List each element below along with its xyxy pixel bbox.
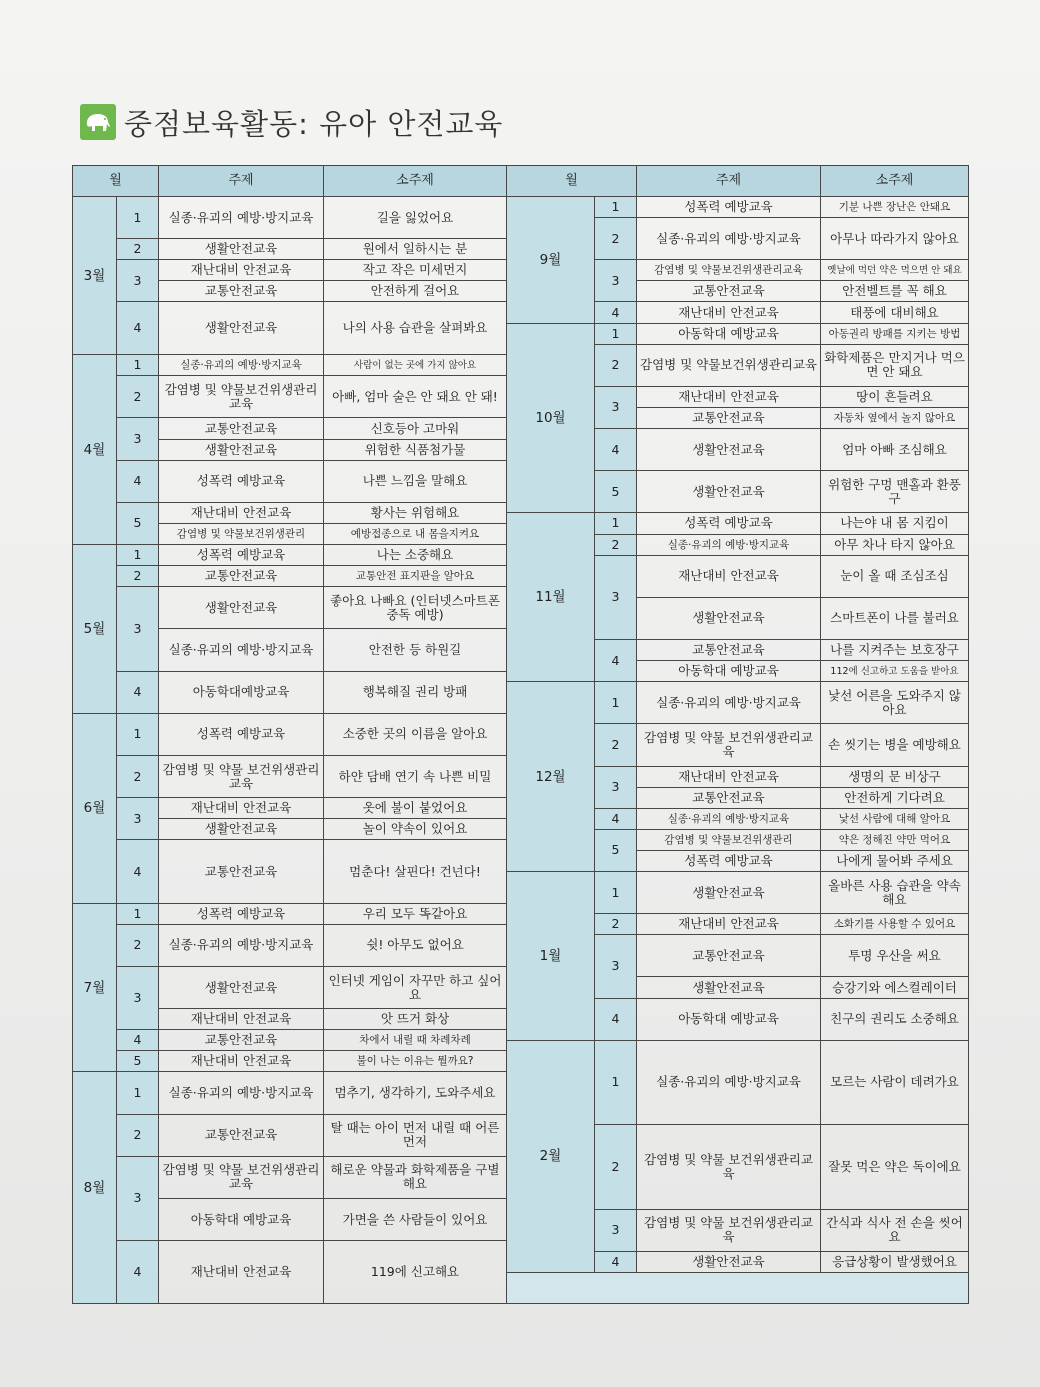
week-number: 3: [117, 260, 159, 302]
week-number: 2: [595, 534, 637, 555]
subtopic-cell: 땅이 흔들려요: [821, 386, 969, 407]
topic-cell: 교통안전교육: [637, 639, 821, 660]
topic-cell: 교통안전교육: [637, 787, 821, 808]
subtopic-cell: 나의 사용 습관을 살펴봐요: [324, 302, 507, 355]
month-label: 4월: [73, 355, 117, 545]
topic-cell: 실종·유괴의 예방·방지교육: [159, 197, 324, 239]
topic-cell: 생활안전교육: [159, 966, 324, 1008]
subtopic-cell: 우리 모두 똑같아요: [324, 903, 507, 924]
week-number: 3: [117, 418, 159, 460]
subtopic-cell: 아무 차나 타지 않아요: [821, 534, 969, 555]
subtopic-cell: 길을 잃었어요: [324, 197, 507, 239]
topic-cell: 감염병 및 약물 보건위생관리교육: [637, 1209, 821, 1251]
subtopic-cell: 친구의 권리도 소중해요: [821, 998, 969, 1040]
subtopic-cell: 안전하게 걸어요: [324, 281, 507, 302]
subtopic-cell: 안전벨트를 꼭 해요: [821, 281, 969, 302]
subtopic-cell: 해로운 약물과 화학제품을 구별해요: [324, 1156, 507, 1198]
week-number: 3: [595, 935, 637, 998]
subtopic-cell: 승강기와 에스컬레이터: [821, 977, 969, 998]
topic-cell: 교통안전교육: [159, 1114, 324, 1156]
topic-cell: 재난대비 안전교육: [637, 386, 821, 407]
subtopic-cell: 약은 정해진 약만 먹어요: [821, 829, 969, 850]
week-number: 2: [595, 218, 637, 260]
week-number: 4: [595, 639, 637, 681]
topic-cell: 생활안전교육: [637, 429, 821, 471]
subtopic-cell: 황사는 위험해요: [324, 502, 507, 523]
topic-cell: 감염병 및 약물 보건위생관리교육: [159, 1156, 324, 1198]
topic-cell: 생활안전교육: [637, 1251, 821, 1272]
header-month-right: 월: [507, 166, 637, 197]
subtopic-cell: 엄마 아빠 조심해요: [821, 429, 969, 471]
week-number: 2: [117, 239, 159, 260]
topic-cell: 재난대비 안전교육: [159, 502, 324, 523]
month-label: 12월: [507, 682, 595, 872]
topic-cell: 교통안전교육: [159, 566, 324, 587]
subtopic-cell: 가면을 쓴 사람들이 있어요: [324, 1198, 507, 1240]
topic-cell: 감염병 및 약물보건위생관리교육: [159, 376, 324, 418]
subtopic-cell: 차에서 내릴 때 차례차례: [324, 1030, 507, 1051]
week-number: 4: [117, 840, 159, 903]
month-label: 10월: [507, 323, 595, 513]
topic-cell: 아동학대 예방교육: [159, 1198, 324, 1240]
subtopic-cell: 아무나 따라가지 않아요: [821, 218, 969, 260]
week-number: 4: [117, 460, 159, 502]
week-number: 2: [117, 566, 159, 587]
subtopic-cell: 응급상황이 발생했어요: [821, 1251, 969, 1272]
subtopic-cell: 교통안전 표지판을 알아요: [324, 566, 507, 587]
topic-cell: 실종·유괴의 예방·방지교육: [637, 1040, 821, 1124]
week-number: 3: [595, 386, 637, 428]
topic-cell: 성폭력 예방교육: [159, 460, 324, 502]
subtopic-cell: 예방접종으로 내 몸을지켜요: [324, 523, 507, 544]
subtopic-cell: 놀이 약속이 있어요: [324, 819, 507, 840]
month-label: 8월: [73, 1072, 117, 1304]
week-number: 1: [117, 197, 159, 239]
topic-cell: 재난대비 안전교육: [159, 1009, 324, 1030]
week-number: 1: [117, 713, 159, 755]
week-number: 5: [595, 471, 637, 513]
topic-cell: 실종·유괴의 예방·방지교육: [159, 355, 324, 376]
week-number: 1: [595, 323, 637, 344]
week-number: 1: [595, 1040, 637, 1124]
elephant-icon: [80, 104, 116, 140]
week-number: 3: [595, 766, 637, 808]
week-number: 5: [117, 502, 159, 544]
week-number: 4: [595, 302, 637, 323]
topic-cell: 감염병 및 약물 보건위생관리교육: [637, 724, 821, 766]
subtopic-cell: 행복해질 권리 방패: [324, 671, 507, 713]
empty-cell: [507, 1272, 969, 1304]
subtopic-cell: 앗 뜨거 화상: [324, 1009, 507, 1030]
week-number: 5: [117, 1051, 159, 1072]
subtopic-cell: 손 씻기는 병을 예방해요: [821, 724, 969, 766]
topic-cell: 재난대비 안전교육: [159, 798, 324, 819]
month-label: 11월: [507, 513, 595, 682]
education-schedule-table: [72, 165, 969, 1304]
month-label: 5월: [73, 545, 117, 714]
subtopic-cell: 나에게 물어봐 주세요: [821, 850, 969, 871]
month-label: 1월: [507, 872, 595, 1041]
topic-cell: 아동학대 예방교육: [637, 661, 821, 682]
topic-cell: 생활안전교육: [637, 597, 821, 639]
topic-cell: 교통안전교육: [159, 281, 324, 302]
subtopic-cell: 하얀 담배 연기 속 나쁜 비밀: [324, 755, 507, 797]
week-number: 4: [595, 1251, 637, 1272]
topic-cell: 아동학대예방교육: [159, 671, 324, 713]
month-label: 7월: [73, 903, 117, 1072]
week-number: 5: [595, 829, 637, 871]
subtopic-cell: 쉿! 아무도 없어요: [324, 924, 507, 966]
subtopic-cell: 낯선 어른을 도와주지 않아요: [821, 682, 969, 724]
topic-cell: 교통안전교육: [159, 418, 324, 439]
subtopic-cell: 태풍에 대비해요: [821, 302, 969, 323]
header-topic-right: 주제: [637, 166, 821, 197]
week-number: 1: [595, 197, 637, 218]
topic-cell: 생활안전교육: [159, 239, 324, 260]
subtopic-cell: 안전한 등 하원길: [324, 629, 507, 671]
topic-cell: 실종·유괴의 예방·방지교육: [637, 808, 821, 829]
topic-cell: 생활안전교육: [159, 439, 324, 460]
topic-cell: 재난대비 안전교육: [159, 260, 324, 281]
subtopic-cell: 인터넷 게임이 자꾸만 하고 싶어요: [324, 966, 507, 1008]
month-label: 2월: [507, 1040, 595, 1272]
subtopic-cell: 신호등아 고마워: [324, 418, 507, 439]
week-number: 2: [117, 924, 159, 966]
month-label: 6월: [73, 713, 117, 903]
topic-cell: 실종·유괴의 예방·방지교육: [159, 629, 324, 671]
week-number: 3: [117, 1156, 159, 1240]
page-title: 중점보육활동: 유아 안전교육: [124, 106, 504, 141]
topic-cell: 생활안전교육: [637, 872, 821, 914]
week-number: 2: [117, 755, 159, 797]
topic-cell: 재난대비 안전교육: [637, 914, 821, 935]
topic-cell: 아동학대 예방교육: [637, 323, 821, 344]
topic-cell: 감염병 및 약물보건위생관리: [637, 829, 821, 850]
week-number: 2: [595, 1125, 637, 1209]
table-header-row: [73, 166, 969, 197]
subtopic-cell: 화학제품은 만지거나 먹으면 안 돼요: [821, 344, 969, 386]
subtopic-cell: 탈 때는 아이 먼저 내릴 때 어른 먼저: [324, 1114, 507, 1156]
topic-cell: 실종·유괴의 예방·방지교육: [159, 1072, 324, 1114]
topic-cell: 실종·유괴의 예방·방지교육: [637, 682, 821, 724]
topic-cell: 아동학대 예방교육: [637, 998, 821, 1040]
header-topic-left: 주제: [159, 166, 324, 197]
topic-cell: 성폭력 예방교육: [159, 545, 324, 566]
topic-cell: 교통안전교육: [159, 1030, 324, 1051]
topic-cell: 재난대비 안전교육: [637, 766, 821, 787]
topic-cell: 교통안전교육: [637, 935, 821, 977]
topic-cell: 성폭력 예방교육: [159, 713, 324, 755]
subtopic-cell: 낯선 사람에 대해 알아요: [821, 808, 969, 829]
week-number: 3: [595, 1209, 637, 1251]
month-label: 3월: [73, 197, 117, 355]
topic-cell: 재난대비 안전교육: [637, 555, 821, 597]
topic-cell: 감염병 및 약물 보건위생관리교육: [637, 1125, 821, 1209]
subtopic-cell: 아동권리 방패를 지키는 방법: [821, 323, 969, 344]
topic-cell: 실종·유괴의 예방·방지교육: [637, 218, 821, 260]
week-number: 1: [595, 682, 637, 724]
subtopic-cell: 소화기를 사용할 수 있어요: [821, 914, 969, 935]
week-number: 1: [595, 872, 637, 914]
topic-cell: 성폭력 예방교육: [637, 197, 821, 218]
topic-cell: 재난대비 안전교육: [159, 1241, 324, 1304]
subtopic-cell: 나는 소중해요: [324, 545, 507, 566]
topic-cell: 실종·유괴의 예방·방지교육: [159, 924, 324, 966]
header-subtopic-right: 소주제: [821, 166, 969, 197]
subtopic-cell: 위험한 식품첨가물: [324, 439, 507, 460]
subtopic-cell: 나는야 내 몸 지킴이: [821, 513, 969, 534]
subtopic-cell: 나쁜 느낌을 말해요: [324, 460, 507, 502]
week-number: 4: [117, 671, 159, 713]
topic-cell: 생활안전교육: [159, 587, 324, 629]
subtopic-cell: 간식과 식사 전 손을 씻어요: [821, 1209, 969, 1251]
topic-cell: 감염병 및 약물보건위생관리: [159, 523, 324, 544]
week-number: 4: [117, 1030, 159, 1051]
topic-cell: 생활안전교육: [159, 819, 324, 840]
subtopic-cell: 나를 지켜주는 보호장구: [821, 639, 969, 660]
subtopic-cell: 멈추기, 생각하기, 도와주세요: [324, 1072, 507, 1114]
subtopic-cell: 눈이 올 때 조심조심: [821, 555, 969, 597]
topic-cell: 교통안전교육: [637, 407, 821, 428]
topic-cell: 감염병 및 약물보건위생관리교육: [637, 344, 821, 386]
week-number: 3: [595, 260, 637, 302]
subtopic-cell: 112에 신고하고 도움을 받아요: [821, 661, 969, 682]
subtopic-cell: 투명 우산을 써요: [821, 935, 969, 977]
week-number: 4: [595, 429, 637, 471]
week-number: 4: [117, 302, 159, 355]
week-number: 3: [117, 587, 159, 671]
subtopic-cell: 위험한 구멍 맨홀과 환풍구: [821, 471, 969, 513]
week-number: 1: [117, 545, 159, 566]
week-number: 1: [117, 903, 159, 924]
header-subtopic-left: 소주제: [324, 166, 507, 197]
subtopic-cell: 사람이 없는 곳에 가지 않아요: [324, 355, 507, 376]
subtopic-cell: 작고 작은 미세먼지: [324, 260, 507, 281]
subtopic-cell: 생명의 문 비상구: [821, 766, 969, 787]
topic-cell: 재난대비 안전교육: [637, 302, 821, 323]
week-number: 3: [595, 555, 637, 639]
topic-cell: 실종·유괴의 예방·방지교육: [637, 534, 821, 555]
topic-cell: 재난대비 안전교육: [159, 1051, 324, 1072]
week-number: 2: [117, 376, 159, 418]
topic-cell: 교통안전교육: [159, 840, 324, 903]
header-month-left: 월: [73, 166, 159, 197]
topic-cell: 교통안전교육: [637, 281, 821, 302]
topic-cell: 생활안전교육: [637, 977, 821, 998]
subtopic-cell: 좋아요 나빠요 (인터넷스마트폰 중독 예방): [324, 587, 507, 629]
week-number: 2: [595, 914, 637, 935]
week-number: 3: [117, 966, 159, 1029]
subtopic-cell: 올바른 사용 습관을 약속해요: [821, 872, 969, 914]
subtopic-cell: 멈춘다! 살핀다! 건넌다!: [324, 840, 507, 903]
subtopic-cell: 모르는 사람이 데려가요: [821, 1040, 969, 1124]
subtopic-cell: 자동차 옆에서 놀지 않아요: [821, 407, 969, 428]
subtopic-cell: 아빠, 엄마 술은 안 돼요 안 돼!: [324, 376, 507, 418]
week-number: 4: [117, 1241, 159, 1304]
topic-cell: 성폭력 예방교육: [637, 513, 821, 534]
topic-cell: 생활안전교육: [159, 302, 324, 355]
subtopic-cell: 원에서 일하시는 분: [324, 239, 507, 260]
subtopic-cell: 안전하게 기다려요: [821, 787, 969, 808]
week-number: 1: [117, 1072, 159, 1114]
subtopic-cell: 스마트폰이 나를 불러요: [821, 597, 969, 639]
table-row: [73, 197, 969, 208]
week-number: 4: [595, 998, 637, 1040]
subtopic-cell: 옷에 불이 붙었어요: [324, 798, 507, 819]
subtopic-cell: 소중한 곳의 이름을 알아요: [324, 713, 507, 755]
subtopic-cell: 119에 신고해요: [324, 1241, 507, 1304]
week-number: 2: [595, 724, 637, 766]
week-number: 4: [595, 808, 637, 829]
week-number: 2: [595, 344, 637, 386]
subtopic-cell: 불이 나는 이유는 뭘까요?: [324, 1051, 507, 1072]
subtopic-cell: 옛날에 먹던 약은 먹으면 안 돼요: [821, 260, 969, 281]
topic-cell: 생활안전교육: [637, 471, 821, 513]
topic-cell: 감염병 및 약물 보건위생관리교육: [159, 755, 324, 797]
week-number: 2: [117, 1114, 159, 1156]
topic-cell: 감염병 및 약물보건위생관리교육: [637, 260, 821, 281]
title-bar: [80, 102, 503, 142]
subtopic-cell: 기분 나쁜 장난은 안돼요: [821, 197, 969, 218]
topic-cell: 성폭력 예방교육: [159, 903, 324, 924]
week-number: 1: [595, 513, 637, 534]
topic-cell: 성폭력 예방교육: [637, 850, 821, 871]
subtopic-cell: 잘못 먹은 약은 독이에요: [821, 1125, 969, 1209]
week-number: 3: [117, 798, 159, 840]
week-number: 1: [117, 355, 159, 376]
month-label: 9월: [507, 197, 595, 324]
